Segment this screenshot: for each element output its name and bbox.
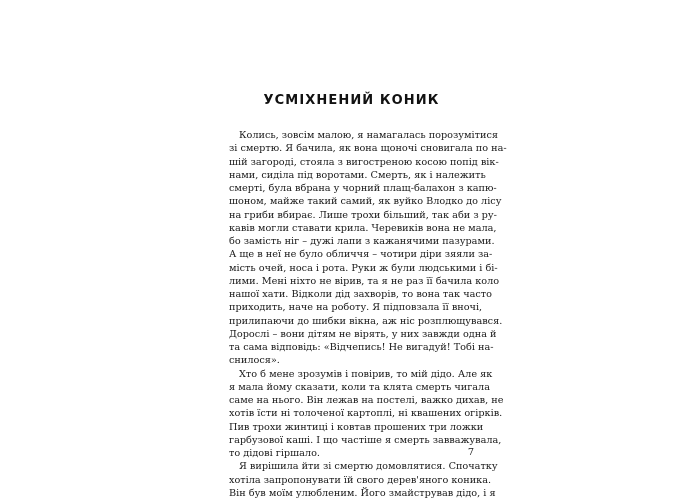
text-line: А ще в неї не було обличчя – чотири діри зяяли за- — [229, 249, 493, 261]
text-line: Я вирішила йти зі смертю домовлятися. Спочатку — [239, 461, 498, 473]
text-line: Колись, зовсім малою, я намагалась порозумітися — [239, 130, 498, 141]
text-line: снилося». — [229, 355, 280, 367]
text-line: мість очей, носа і рота. Руки ж були людськими і бі- — [229, 262, 498, 274]
chapter-body — [229, 129, 507, 500]
text-line: нами, сиділа під воротами. Смерть, як і належить — [229, 169, 486, 181]
text-line: хотіла запропонувати їй свого дерев'яного коника. — [229, 474, 492, 486]
text-line: зі смертю. Я бачила, як вона щоночі сновигала по на- — [229, 143, 507, 155]
text-line: Він був моїм улюбленим. Його змайстрував дідо, і я — [229, 487, 496, 499]
text-line: бо замість ніг – дужі лапи з кажанячими пазурами. — [229, 236, 495, 247]
text-line: прилипаючи до шибки вікна, аж ніс розплющувався. — [229, 315, 503, 327]
text-line: гарбузової каші. І що частіше я смерть завважувала, — [229, 434, 502, 446]
text-line: хотів їсти ні толоченої картоплі, ні квашених огірків. — [229, 408, 503, 420]
chapter-title: УСМІХНЕНИЙ КОНИК — [263, 93, 440, 108]
text-line: нашої хати. Відколи дід захворів, то вона так часто — [229, 289, 492, 300]
text-line: на гриби вбирає. Лише трохи більший, так аби з ру- — [229, 209, 497, 221]
text-line: приходить, наче на роботу. Я підповзала її вночі, — [229, 302, 483, 314]
text-line: кавів могли ставати крила. Черевиків вона не мала, — [229, 222, 497, 234]
text-line: лими. Мені ніхто не вірив, та я не раз її бачила коло — [229, 275, 500, 287]
text-line: то дідові гіршало. — [229, 448, 320, 459]
text-line: шій загороді, стояла з вигостреною косою попід вік- — [229, 156, 499, 168]
text-line: я мала йому сказати, коли та клята смерть чигала — [229, 381, 490, 393]
text-line: шоном, майже такий самий, як вуйко Влодко до лісу — [229, 196, 502, 208]
page-number: 7 — [467, 447, 474, 458]
text-line: смерті, була вбрана у чорний плащ-балахон з капю- — [229, 183, 497, 194]
text-line: Дорослі – вони дітям не вірять, у них завжди одна й — [229, 328, 497, 340]
text-line: Хто б мене зрозумів і повірив, то мій дідо. Але як — [239, 368, 493, 380]
text-line: Пив трохи жинтиці і ковтав прошених три ложки — [229, 421, 484, 433]
text-line: саме на нього. Він лежав на постелі, важко дихав, не — [229, 395, 504, 406]
text-line: та сама відповідь: «Відчепись! Не вигадуй! Тобі на- — [229, 342, 494, 353]
